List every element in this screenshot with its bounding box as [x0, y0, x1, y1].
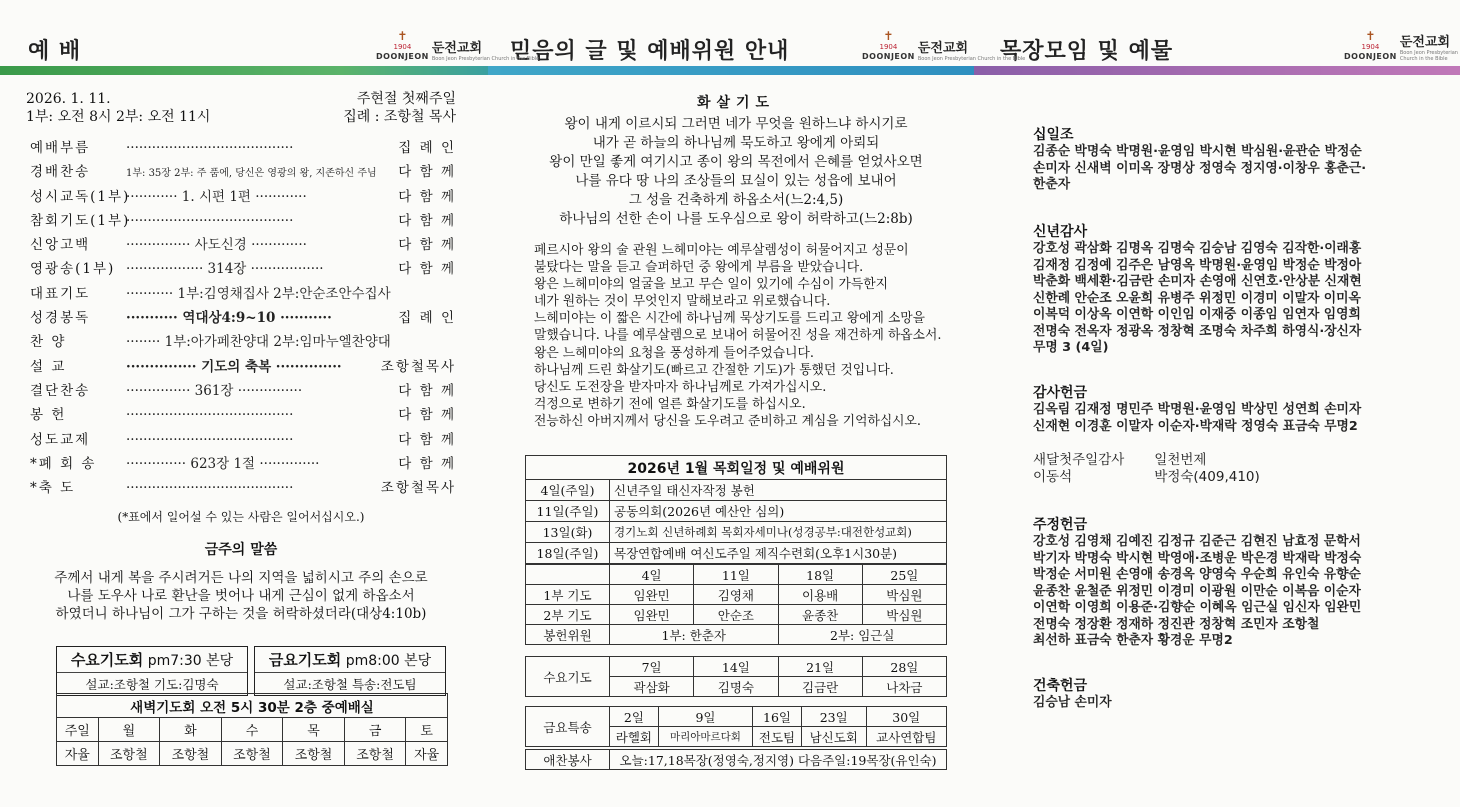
- church-logo: ✝ 1904 DOONJEON 둔전교회 Boon Jeon Presbyterian Church in the Bible: [862, 29, 1026, 62]
- order-item-performer: 다 함 께: [398, 164, 456, 181]
- order-item-content: ··········· 1부:김영채집사 2부:안순조안수집사: [126, 285, 391, 302]
- devotional-essay: [526, 242, 946, 430]
- cross-icon: ✝: [397, 29, 408, 43]
- order-item-performer: 조항철목사: [380, 480, 456, 497]
- schedule-table: [525, 455, 947, 564]
- standing-note: (*표에서 일어설 수 있는 사람은 일어서십시오.): [117, 510, 365, 525]
- weekly-verse: 주께서 내게 복을 주시려거든 나의 지역을 넓히시고 주의 손으로 나를 도우사 나로 환난을 벗어나 내게 근심이 없게 하옵소서 하였더니 하나님이 그가 구하는 것을 허락하셨더라(대상4:10b): [54, 570, 428, 623]
- text-line: 나를 유다 땅 나의 조상들의 묘실이 있는 성읍에 보내어: [575, 173, 897, 189]
- order-item-content: ············ 1. 시편 1편 ············: [126, 188, 307, 205]
- dawn-day: 토: [406, 718, 448, 742]
- weekly-title: 주정헌금: [1033, 517, 1088, 533]
- worship-times: 1부: 오전 8시 2부: 오전 11시: [26, 109, 211, 125]
- order-item: [26, 379, 456, 403]
- dawn-leader: 조항철: [221, 742, 283, 766]
- order-item-name: 예배부름: [30, 140, 91, 156]
- dawn-caption: 새벽기도회 오전 5시 30분 2층 중예배실: [57, 694, 448, 718]
- building-section: [1033, 675, 1433, 712]
- prayer-title: 화살기도: [696, 95, 776, 111]
- schedule-date: 4일(주일): [526, 480, 610, 501]
- wednesday-schedule-table: 수요기도 7일 14일 21일 28일 곽삼화 김명숙 김금란 나차금: [525, 656, 947, 697]
- order-item: [26, 330, 456, 354]
- order-item: [26, 209, 456, 233]
- order-item: [26, 452, 456, 476]
- order-item-content: ········ 1부:아가페찬양대 2부:임마누엘찬양대: [126, 334, 391, 351]
- order-item: [26, 233, 456, 257]
- thanks-section: [1033, 382, 1433, 452]
- order-of-service: [26, 136, 456, 500]
- church-logo: ✝ 1904 DOONJEON 둔전교회 Boon Jeon Presbyterian Church in the Bible: [1344, 29, 1458, 62]
- order-item-content: ··············· 기도의 축복 ··············: [126, 358, 342, 375]
- text-line: 왕은 느헤미야의 얼굴을 보고 무슨 일이 있기에 수심이 가득한지: [534, 277, 888, 293]
- order-item: [26, 257, 456, 281]
- order-item: [26, 160, 456, 184]
- month-thanks-name: 이동석: [1033, 468, 1073, 485]
- prayer-meetings: [56, 646, 446, 696]
- building-names: 김승남 손미자: [1033, 695, 1112, 710]
- header-stripe-purple: [974, 66, 1460, 75]
- order-item: [26, 282, 456, 306]
- dawn-leader: 자율: [57, 742, 99, 766]
- text-line: 당신도 도전장을 받자마자 하나님께로 가져가십시오.: [534, 379, 827, 395]
- schedule-row: [526, 522, 947, 543]
- section-title-offerings: 목장모임 및 예물: [1000, 39, 1174, 64]
- order-item: [26, 136, 456, 160]
- order-item-name: 봉 헌: [30, 407, 67, 424]
- order-item-name: 대표기도: [30, 285, 91, 302]
- text-line: 걱정으로 변하기 전에 얼른 화살기도를 하십시오.: [534, 396, 806, 412]
- text-line: 왕은 느헤미야의 요청을 풍성하게 들어주었습니다.: [534, 345, 814, 361]
- text-line: 한춘자: [1033, 177, 1071, 192]
- order-item-content: ··········· 역대상4:9~10 ···········: [126, 310, 332, 327]
- thanks-names: [1033, 402, 1433, 435]
- order-item-name: 성경봉독: [30, 310, 91, 327]
- dawn-day: 수: [221, 718, 283, 742]
- meal-service-table: 애찬봉사 오늘:17,18목장(정영숙,정지영) 다음주일:19목장(유인숙): [525, 749, 947, 770]
- order-item-content: ··············· 361장 ···············: [126, 382, 303, 399]
- order-item-performer: 다 함 께: [398, 261, 456, 278]
- church-logo: ✝ 1904 DOONJEON 둔전교회 Boon Jeon Presbyterian Church in the Bible: [376, 29, 540, 62]
- text-line: 박정순 서미원 손영애 송경옥 양영숙 우순희 유인숙 유향순: [1033, 567, 1361, 582]
- text-line: 페르시아 왕의 술 관원 느헤미야는 예루살렘성이 허물어지고 성문이: [534, 243, 909, 258]
- worship-committee-table: 4일 11일 18일 25일 1부 기도 임완민 김영채 이용배 박심원 2부 기도 임완민 안순조 윤종찬 박심원 봉헌위원 1부: 한춘자 2부: 임근실: [525, 564, 947, 645]
- order-item-performer: 집 례 인: [398, 140, 456, 156]
- worship-sunday: 주현절 첫째주일: [356, 91, 456, 107]
- order-item-content: ·················· 314장 ·················: [126, 261, 324, 278]
- schedule-event: 공동의회(2026년 예산안 심의): [610, 501, 947, 522]
- dawn-leader: 조항철: [344, 742, 406, 766]
- page-header: [0, 0, 1460, 75]
- wednesday-prayer-box: 수요기도회 pm7:30 본당 설교:조항철 기도:김명숙: [56, 646, 248, 696]
- thousand-name: 박정숙(409,410): [1154, 468, 1260, 485]
- text-line: 전명숙 전옥자 정광옥 정창혁 조명숙 차주희 하영식·장신자: [1033, 323, 1362, 339]
- text-line: 전명숙 정장환 정재하 정진관 정창혁 조민자 조항철: [1033, 616, 1320, 632]
- newyear-section: [1033, 221, 1433, 382]
- special-offerings: [1033, 452, 1433, 514]
- order-item-name: 설 교: [30, 358, 67, 375]
- dawn-day: 주일: [57, 718, 99, 742]
- schedule-event: 신년주일 태신자작정 봉헌: [610, 480, 947, 501]
- order-item-name: *폐 회 송: [30, 455, 97, 472]
- header-stripe-green: [0, 66, 488, 75]
- text-line: 왕이 만일 좋게 여기시고 종이 왕의 목전에서 은혜를 얻었사오면: [549, 154, 923, 170]
- schedule-event: 목장연합예배 여신도주일 제직수련회(오후1시30분): [610, 543, 947, 564]
- order-item-name: 결단찬송: [30, 382, 91, 399]
- order-item-name: 성시교독(1부): [30, 188, 131, 205]
- text-line: 박기자 박명숙 박시현 박영애·조병운 박은경 박재락 박정숙: [1033, 550, 1362, 566]
- order-item-content: ·······································: [126, 140, 294, 156]
- order-item-content: ·······································: [126, 407, 294, 424]
- dawn-days-row: [57, 718, 448, 742]
- text-line: 느헤미야는 이 짧은 시간에 하나님께 묵상기도를 드리고 왕에게 소망을: [534, 311, 926, 327]
- dawn-day: 목: [283, 718, 345, 742]
- text-line: 이연학 이영희 이용준·김향순 이혜옥 임근실 임신자 임완민: [1033, 600, 1362, 615]
- text-line: 말했습니다. 나를 예루살렘으로 보내어 허물어진 성을 재건하게 하옵소서.: [534, 328, 942, 344]
- text-line: 신재현 이경훈 이말자 이순자·박재락 정영숙 표금숙 무명2: [1033, 418, 1358, 434]
- order-item-content: ·······································: [126, 431, 294, 448]
- dawn-prayer-table: [56, 693, 448, 766]
- tithe-title: 십일조: [1033, 127, 1074, 143]
- text-line: 김종순 박명숙 박명원·윤영임 박시현 박심원·윤관순 박정순: [1033, 144, 1362, 159]
- order-item-performer: 집 례 인: [398, 310, 456, 327]
- text-line: 그 성을 건축하게 하옵소서(느2:4,5): [628, 192, 844, 208]
- cross-icon: ✝: [883, 29, 894, 43]
- text-line: 박춘화 백세환·김금란 손미자 손영애 신연호·안상분 신재현: [1033, 274, 1362, 289]
- thousand-title: 일천번제: [1154, 452, 1207, 468]
- dawn-leader: 조항철: [160, 742, 222, 766]
- text-line: 무명 3 (4일): [1033, 340, 1109, 355]
- month-thanks-title: 새달첫주일감사: [1033, 452, 1125, 468]
- order-item-performer: 조항철목사: [380, 358, 456, 375]
- order-item-content: ··············· 사도신경 ·············: [126, 237, 307, 254]
- order-item-content: ·······································: [126, 480, 294, 497]
- friday-prayer-box: 금요기도회 pm8:00 본당 설교:조항철 특송:전도팀: [254, 646, 446, 696]
- building-title: 건축헌금: [1033, 678, 1088, 694]
- faith-column: [526, 92, 946, 430]
- text-line: 김옥림 김재정 명민주 박명원·윤영임 박상민 성연희 손미자: [1033, 402, 1362, 417]
- text-line: 하나님께 드린 화살기도(빠르고 간절한 기도)가 통했던 것입니다.: [534, 362, 894, 378]
- text-line: 불탔다는 말을 듣고 슬퍼하던 중 왕에게 부름을 받았습니다.: [534, 260, 864, 276]
- text-line: 하나님의 선한 손이 나를 도우심으로 왕이 허락하고(느2:8b): [559, 211, 913, 227]
- cross-icon: ✝: [1365, 29, 1376, 43]
- dawn-day: 화: [160, 718, 222, 742]
- schedule-row: [526, 480, 947, 501]
- section-title-worship: 예 배: [28, 39, 82, 64]
- schedule-date: 11일(주일): [526, 501, 610, 522]
- friday-schedule-table: 금요특송 2일 9일 16일 23일 30일 라헬회 마리아마르다회 전도팀 남신도회 교사연합팀: [525, 706, 947, 747]
- text-line: 내가 곧 하늘의 하나님께 묵도하고 왕에게 아뢰되: [592, 135, 880, 151]
- text-line: 김재정 김정예 김주은 남영옥 박명원·윤영임 박정순 박정아: [1033, 257, 1362, 273]
- text-line: 네가 원하는 것이 무엇인지 말해보라고 위로했습니다.: [534, 294, 831, 310]
- schedule-date: 18일(주일): [526, 543, 610, 564]
- order-item-name: 성도교제: [30, 431, 91, 448]
- order-item-performer: 다 함 께: [398, 407, 456, 424]
- order-item-content: 1부: 35장 2부: 주 품에, 당신은 영광의 왕, 지존하신 주님: [126, 168, 377, 180]
- order-item-performer: 다 함 께: [398, 212, 456, 229]
- section-title-faith: 믿음의 글 및 예배위원 안내: [510, 39, 790, 64]
- weekly-names: [1033, 534, 1433, 650]
- order-item: [26, 428, 456, 452]
- order-item-performer: 다 함 께: [398, 455, 456, 472]
- newyear-names: [1033, 241, 1433, 357]
- text-line: 강호성 김영채 김예진 김정규 김준근 김현진 남효정 문학서: [1033, 534, 1361, 549]
- order-item: [26, 355, 456, 379]
- verse-title: 금주의 말씀: [204, 542, 278, 559]
- tithe-section: [1033, 124, 1433, 221]
- text-line: 강호성 곽삼화 김명옥 김명숙 김승남 김영숙 김작한·이래홍: [1033, 241, 1362, 256]
- text-line: 이복덕 이상옥 이연학 이인임 이재중 이종임 임연자 임영희: [1033, 307, 1361, 322]
- order-item-name: *축 도: [30, 480, 76, 497]
- worship-date: 2026. 1. 11.: [26, 91, 111, 107]
- prayer-scripture: [526, 115, 946, 229]
- dawn-day: 월: [98, 718, 160, 742]
- schedule-row: [526, 501, 947, 522]
- order-item-performer: 다 함 께: [398, 431, 456, 448]
- order-item-performer: 다 함 께: [398, 382, 456, 399]
- dawn-leader: 조항철: [98, 742, 160, 766]
- order-item-name: 찬 양: [30, 334, 67, 351]
- schedule-date: 13일(화): [526, 522, 610, 543]
- worship-leader: 집례 : 조항철 목사: [343, 109, 456, 125]
- tithe-names: [1033, 144, 1433, 194]
- order-item-performer: 다 함 께: [398, 188, 456, 205]
- order-item: [26, 403, 456, 427]
- order-item-name: 참회기도(1부): [30, 212, 131, 229]
- offerings-column: [1033, 124, 1433, 712]
- dawn-leader: 조항철: [283, 742, 345, 766]
- order-item-name: 경배찬송: [30, 164, 91, 181]
- order-item: [26, 306, 456, 330]
- weekly-section: [1033, 514, 1433, 675]
- order-item-performer: 다 함 께: [398, 237, 456, 254]
- header-stripe-blue: [488, 66, 974, 75]
- text-line: 손미자 신새벽 이미옥 장명상 정영숙 정지영·이창우 홍춘근·: [1033, 160, 1367, 176]
- order-item-content: ·············· 623장 1절 ··············: [126, 455, 320, 472]
- worship-column: [26, 90, 456, 623]
- order-item-name: 신앙고백: [30, 237, 91, 254]
- dawn-leader: 자율: [406, 742, 448, 766]
- dawn-leaders-row: [57, 742, 448, 766]
- schedule-title: 2026년 1월 목회일정 및 예배위원: [526, 456, 947, 480]
- text-line: 최선하 표금숙 한춘자 황경운 무명2: [1033, 633, 1233, 648]
- order-item-content: ·······································: [126, 212, 294, 229]
- text-line: 신한례 안순조 오윤희 유병주 위정민 이경미 이말자 이미옥: [1033, 290, 1361, 306]
- schedule-row: [526, 543, 947, 564]
- order-item: [26, 185, 456, 209]
- schedule-event: 경기노회 신년하례회 목회자세미나(성경공부:대전한성교회): [610, 522, 947, 543]
- newyear-title: 신년감사: [1033, 224, 1088, 240]
- order-item-name: 영광송(1부): [30, 261, 116, 278]
- order-item: [26, 476, 456, 500]
- text-line: 윤종찬 윤철준 위정민 이경미 이광원 이만순 이복음 이순자: [1033, 583, 1361, 599]
- dawn-day: 금: [344, 718, 406, 742]
- text-line: 왕이 내게 이르시되 그러면 네가 무엇을 원하느냐 하시기로: [564, 116, 908, 132]
- thanks-title: 감사헌금: [1033, 385, 1088, 401]
- text-line: 전능하신 아버지께서 당신을 도우려고 준비하고 계심을 기억하십시오.: [534, 413, 921, 429]
